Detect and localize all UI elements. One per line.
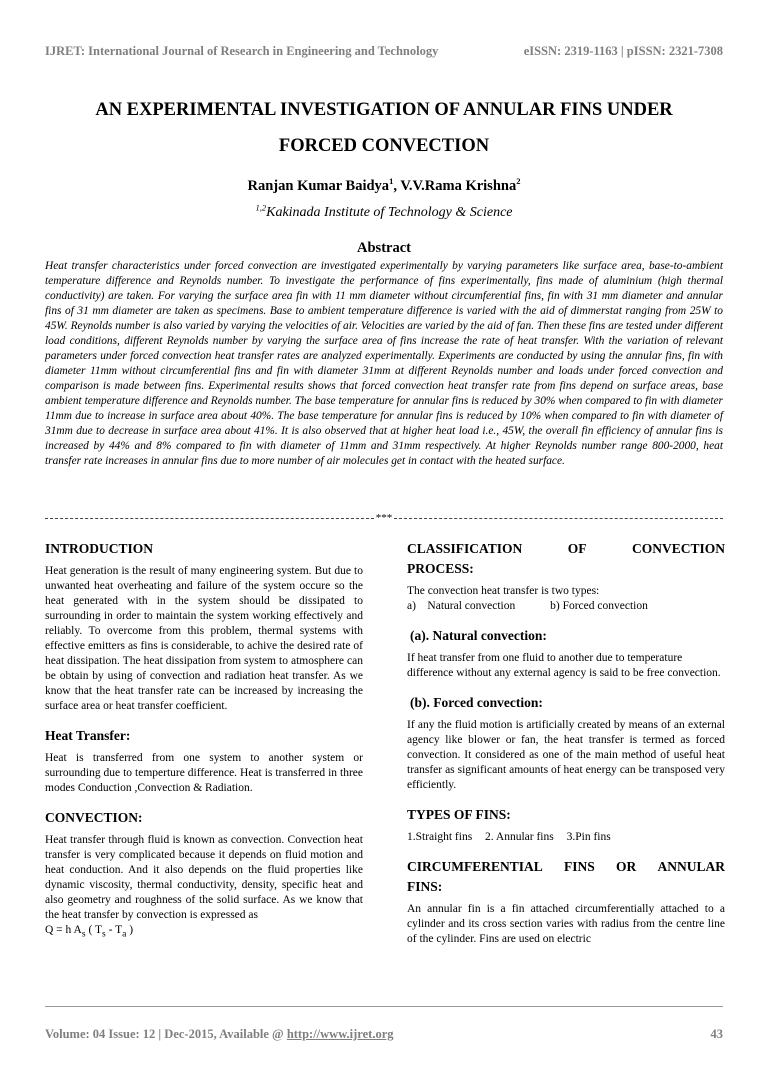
footer-rule bbox=[45, 1006, 723, 1007]
classification-text: The convection heat transfer is two types: bbox=[407, 585, 600, 597]
introduction-heading: INTRODUCTION bbox=[45, 541, 154, 556]
running-header bbox=[45, 44, 723, 59]
circ-word-3: OR bbox=[616, 859, 637, 874]
page-number: 43 bbox=[710, 1027, 723, 1041]
affiliation-text: Kakinada Institute of Technology & Science bbox=[266, 205, 513, 220]
classification-heading-line-2: PROCESS: bbox=[407, 561, 474, 576]
formula-mid: ( T bbox=[85, 924, 102, 936]
classification-item-a: a) Natural convection bbox=[407, 600, 516, 612]
convection-section bbox=[45, 809, 363, 941]
circumferential-fins-section bbox=[407, 858, 725, 947]
circ-word-2: FINS bbox=[564, 859, 595, 874]
convection-heading: CONVECTION: bbox=[45, 810, 143, 825]
convection-text: Heat transfer through fluid is known as convection. Convection heat transfer is very complicated because it depends on fluid motion and heat conduction. And it also depends on the fluid properties like dynamic viscosity, thermal conductivity, density, specific heat and also geometry and roughness of the solid surface. As we know that the heat transfer by convection is expressed as bbox=[45, 834, 363, 921]
classification-word-1: CLASSIFICATION bbox=[407, 541, 523, 556]
author-2: V.V.Rama Krishna bbox=[400, 178, 517, 194]
forced-convection-heading: (b). Forced convection: bbox=[410, 695, 543, 710]
heat-transfer-text: Heat is transferred from one system to another system or surrounding due to temperture difference. Heat is transferred in three modes Conduction ,Convection & Radiation. bbox=[45, 752, 363, 794]
footer-url-link[interactable]: http://www.ijret.org bbox=[286, 1027, 394, 1041]
forced-convection-text: If any the fluid motion is artificially created by means of an external agency like blower or fan, the heat transfer is termed as forced convection. It considered as one of the main method of useful heat transfer as significant amounts of heat energy can be transposed very efficiently. bbox=[407, 719, 725, 791]
types-of-fins-list bbox=[407, 830, 725, 845]
fin-type-2: 2. Annular fins bbox=[485, 831, 554, 843]
natural-convection-text: If heat transfer from one fluid to another due to temperature difference without any external agency is said to be free convection. bbox=[407, 652, 721, 679]
natural-convection-heading: (a). Natural convection: bbox=[410, 628, 547, 643]
separator-dash-right bbox=[394, 518, 723, 519]
fin-type-3: 3.Pin fins bbox=[566, 831, 611, 843]
forced-convection-section bbox=[407, 694, 725, 793]
journal-name: IJRET: International Journal of Research in Engineering and Technology bbox=[45, 44, 439, 58]
classification-section bbox=[407, 540, 725, 614]
circumferential-heading-line-2: FINS: bbox=[407, 879, 443, 894]
formula-q: Q = h A bbox=[45, 924, 82, 936]
author-1: Ranjan Kumar Baidya bbox=[247, 178, 390, 194]
abstract-heading: Abstract bbox=[357, 240, 411, 256]
left-column bbox=[45, 540, 363, 954]
classification-word-3: CONVECTION bbox=[631, 541, 725, 556]
classification-list bbox=[407, 599, 725, 614]
affiliation bbox=[0, 202, 768, 221]
paper-title bbox=[40, 92, 728, 164]
heat-transfer-heading: Heat Transfer: bbox=[45, 728, 131, 743]
formula-minus: - T bbox=[105, 924, 123, 936]
formula-sub-s2: s bbox=[101, 928, 106, 940]
running-footer bbox=[45, 1027, 723, 1042]
natural-convection-section bbox=[407, 627, 725, 681]
heat-transfer-section bbox=[45, 727, 363, 796]
classification-word-2: OF bbox=[567, 541, 587, 556]
formula-sub-a: a bbox=[122, 928, 127, 940]
affiliation-sup: 1,2 bbox=[255, 202, 267, 213]
circumferential-text: An annular fin is a fin attached circumferentially attached to a cylinder and its cross section varies with radius from the centre line of the cylinder. Fins are used on electric bbox=[407, 903, 725, 945]
introduction-section bbox=[45, 540, 363, 714]
convection-formula bbox=[45, 923, 363, 941]
formula-end: ) bbox=[126, 924, 134, 936]
fin-type-1: 1.Straight fins bbox=[407, 831, 473, 843]
circumferential-heading bbox=[407, 858, 725, 876]
circ-word-1: CIRCUMFERENTIAL bbox=[407, 859, 543, 874]
footer-volume-text: Volume: 04 Issue: 12 | Dec-2015, Available @ bbox=[45, 1027, 287, 1041]
author-sep: , bbox=[393, 178, 401, 194]
issn: eISSN: 2319-1163 | pISSN: 2321-7308 bbox=[523, 44, 723, 58]
title-line-1: AN EXPERIMENTAL INVESTIGATION OF ANNULAR FINS UNDER bbox=[95, 100, 673, 120]
types-of-fins-heading: TYPES OF FINS: bbox=[407, 807, 511, 822]
author-2-sup: 2 bbox=[516, 176, 521, 187]
formula-sub-s1: s bbox=[81, 928, 86, 940]
types-of-fins-section bbox=[407, 806, 725, 845]
separator-stars: *** bbox=[375, 512, 393, 524]
separator-dash-left bbox=[45, 518, 374, 519]
circ-word-4: ANNULAR bbox=[657, 859, 725, 874]
right-column bbox=[407, 540, 725, 960]
classification-heading bbox=[407, 540, 725, 558]
author-1-sup: 1 bbox=[389, 176, 394, 187]
abstract-text: Heat transfer characteristics under forced convection are investigated experimentally by varying parameters like surface area, base-to-ambient temperature difference and Reynolds number. To investigate the performance of fins experimentally, fins made of aluminium (high thermal conductivity) are taken. For varying the surface area fin with 11 mm diameter without circumferential fins, fin with 31 mm diameter and annular fins of 31 mm diameter are taken as specimens. Base to ambient temperature difference is varied with the aid of dimmerstat ranging from 25W to 45W. Reynolds number is also varied by varying the velocities of air. Velocities are varied by the aid of fan. Then these fins are tested under different load conditions, different Reynolds number by varying the surface area of fins increase the rate of heat transfer. With the variation of relevant parameters under forced convection heat transfer rates are analyzed experimentally. Experiments are conducted by using the annular fins, fin with diameter 11mm without circumferential fins and fin with diameter 31mm at different Reynolds number and loads under forced convection and comparison is made between fins. Experimental results shows that forced convection heat transfer rate from fins depend on surface areas, base ambient temperature difference and Reynolds number. The base temperature for annular fins is reduced by 30% when compared to fin with diameter 11mm due to increase in surface area about 40%. The base temperature for annular fins is reduced by 10% when compared to fin with diameter of 31mm due to decrease in surface area about 41%. It is also observed that at higher heat load i.e., 45W, the overall fin efficiency of annular fins is increased by 44% and 8% compared to fin with diameter of 11mm and 31mm respectively. At higher Reynolds number range 800-2000, heat transfer rate increases in annular fins due to more number of air molecules get in contact with the heated surface. bbox=[45, 260, 723, 467]
authors bbox=[0, 178, 768, 195]
title-line-2: FORCED CONVECTION bbox=[278, 136, 490, 156]
section-separator bbox=[45, 512, 723, 524]
classification-item-b: b) Forced convection bbox=[550, 600, 648, 612]
introduction-text: Heat generation is the result of many engineering system. But due to unwanted heat overheating and failure of the system occure so the heat generated with in the system should be dissipated to surrounding in order to maintain the system working effectively and reliably. To overcome from this problem, thermal systems with effective emitters as fins is considerable, to achive the desired rate of heat dissipation. The heat dissipation from system to atmosphere can be obtain by using of convection and radiation heat transfer. As we know that the heat transfer rate can be increased by increasing the surface area or heat transfer coefficient. bbox=[45, 565, 363, 712]
footer-volume bbox=[45, 1027, 394, 1042]
